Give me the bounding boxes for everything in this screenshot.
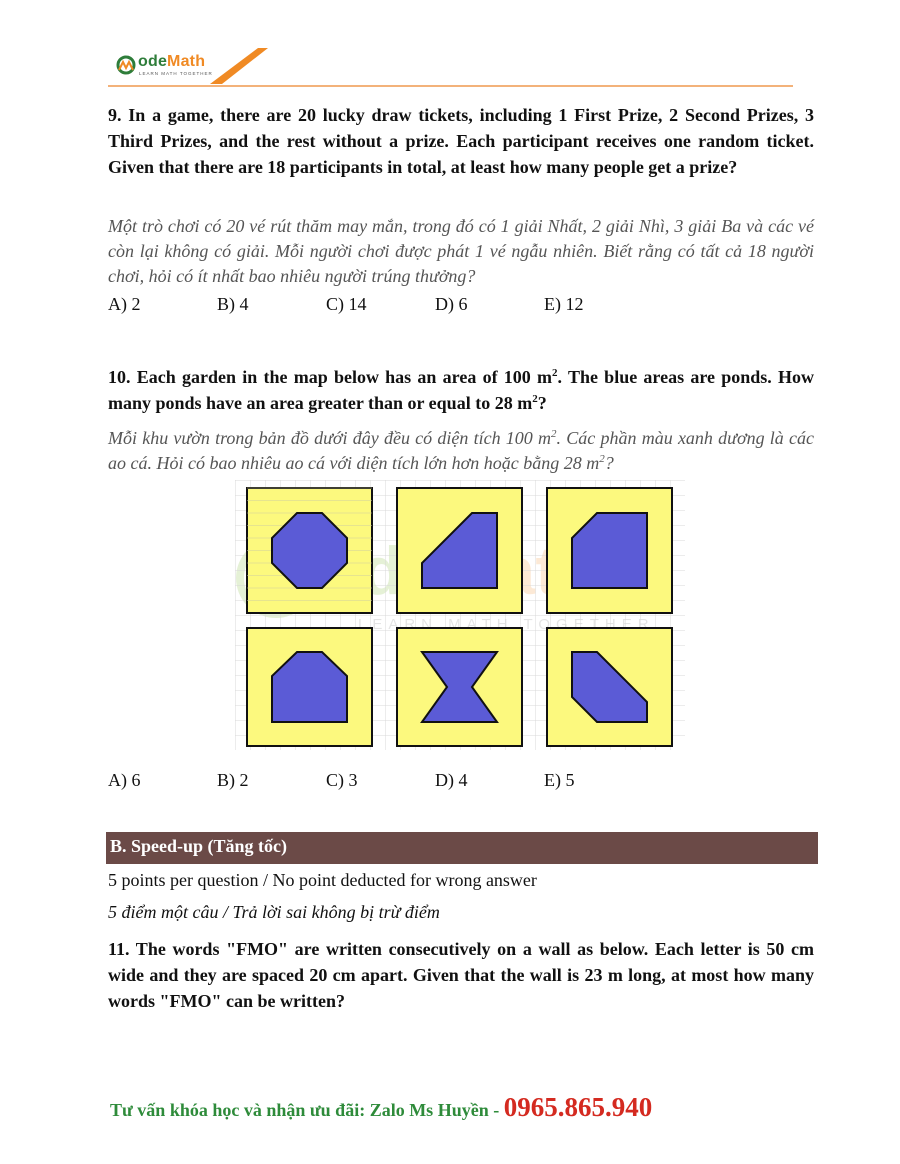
question-11-en: 11. The words "FMO" are written consecutively on a wall as below. Each letter is 50 cm wide and they are spaced 20 cm apart. Given that the wall is 23 m long, at most how many words "FMO" can be written? — [108, 939, 814, 1011]
section-b-rule-vi: 5 điểm một câu / Trả lời sai không bị trừ điểm — [108, 902, 440, 922]
choice-c[interactable]: C) 14 — [326, 294, 367, 314]
choice-a[interactable]: A) 6 — [108, 770, 141, 790]
question-9-vi: Một trò chơi có 20 vé rút thăm may mắn, trong đó có 1 giải Nhất, 2 giải Nhì, 3 giải Ba và các vé còn lại không có giải. Mỗi người chơi được phát 1 vé ngẫu nhiên. Biết rằng có tất cả 18 người chơi, hỏi có ít nhất bao nhiêu người trúng thưởng? — [108, 216, 814, 286]
garden-map — [235, 480, 685, 750]
question-10-vi: Mỗi khu vườn trong bản đồ dưới đây đều có diện tích 100 $m^2$. Các phần màu xanh dương là các ao cá. Hỏi có bao nhiêu ao cá với diện tích lớn hơn hoặc bằng 28 $m^2$? — [108, 428, 815, 473]
header-divider — [108, 85, 793, 87]
footer-text: Tư vấn khóa học và nhận ưu đãi: Zalo Ms Huyền - — [110, 1100, 504, 1120]
footer-contact — [110, 1092, 810, 1123]
choice-e[interactable]: E) 5 — [544, 770, 575, 790]
section-b-header — [106, 832, 818, 864]
choice-d[interactable]: D) 6 — [435, 294, 468, 314]
choice-b[interactable]: B) 4 — [217, 294, 249, 314]
footer-phone[interactable]: 0965.865.940 — [503, 1092, 653, 1122]
garden-3 — [547, 488, 672, 613]
garden-1 — [247, 488, 372, 613]
logo-tagline: LEARN MATH TOGETHER — [139, 71, 213, 76]
question-10-choices — [108, 770, 814, 796]
choice-c[interactable]: C) 3 — [326, 770, 358, 790]
question-9-en: 9. In a game, there are 20 lucky draw tickets, including 1 First Prize, 2 Second Prizes, 3 Third Prizes, and the rest without a prize. Each participant receives one random ticket. Given that there are 18 participants in total, at least how many people get a prize? — [108, 105, 814, 177]
choice-d[interactable]: D) 4 — [435, 770, 468, 790]
garden-4 — [247, 628, 372, 746]
question-9-choices — [108, 294, 814, 320]
garden-map-figure — [235, 480, 685, 750]
choice-e[interactable]: E) 12 — [544, 294, 584, 314]
garden-5 — [397, 628, 522, 746]
logo-text: odeMath — [138, 53, 206, 70]
question-10-en: 10. Each garden in the map below has an area of 100 $m^2$. The blue areas are ponds. How many ponds have an area greater than or equal to 28 $m^2$? — [108, 367, 814, 413]
garden-6 — [547, 628, 672, 746]
garden-2 — [397, 488, 522, 613]
choice-a[interactable]: A) 2 — [108, 294, 141, 314]
section-b-rule-en: 5 points per question / No point deducted for wrong answer — [108, 870, 537, 890]
section-b-title: B. Speed-up (Tăng tốc) — [110, 836, 288, 856]
choice-b[interactable]: B) 2 — [217, 770, 249, 790]
